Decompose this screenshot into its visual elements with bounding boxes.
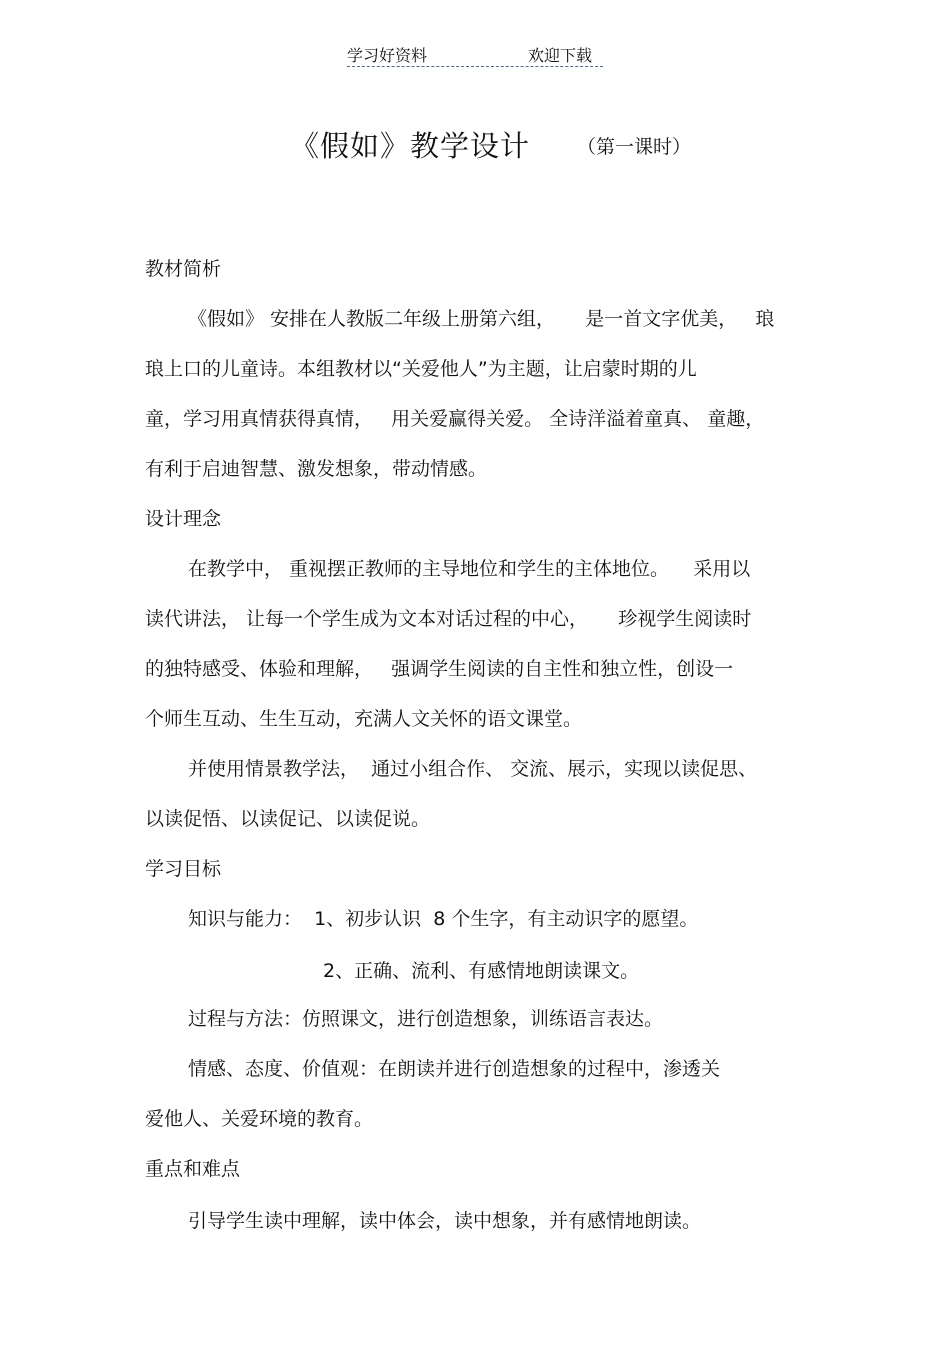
material-line-3: 童，学习用真情获得真情， 用关爱赢得关爱。 全诗洋溢着童真、 童趣， <box>145 408 765 430</box>
goals-line-5: 爱他人、关爱环境的教育。 <box>145 1108 374 1130</box>
section-heading-keypoints: 重点和难点 <box>145 1158 241 1180</box>
material-line-2: 琅上口的儿童诗。本组教材以“关爱他人”为主题，让启蒙时期的儿 <box>145 358 697 380</box>
section-heading-concept: 设计理念 <box>145 508 222 530</box>
concept-line-1: 在教学中， 重视摆正教师的主导地位和学生的主体地位。 采用以 <box>188 558 751 580</box>
goals-line-2: 2、正确、流利、有感情地朗读课文。 <box>323 960 640 982</box>
header-right-text: 欢迎下载 <box>528 46 593 65</box>
keypoints-line-1: 引导学生读中理解，读中体会，读中想象，并有感情地朗读。 <box>188 1210 702 1232</box>
page-header <box>347 40 603 67</box>
concept-line-4: 个师生互动、生生互动，充满人文关怀的语文课堂。 <box>145 708 583 730</box>
concept-line-2: 读代讲法， 让每一个学生成为文本对话过程的中心， 珍视学生阅读时 <box>145 608 752 630</box>
concept-line-6: 以读促悟、以读促记、以读促说。 <box>145 808 431 830</box>
section-heading-material: 教材简析 <box>145 258 222 280</box>
goals-line-4: 情感、态度、价值观：在朗读并进行创造想象的过程中，渗透关 <box>188 1058 721 1080</box>
material-line-1: 《假如》 安排在人教版二年级上册第六组， 是一首文字优美， 琅 <box>188 308 775 330</box>
concept-line-5: 并使用情景教学法， 通过小组合作、 交流、展示，实现以读促思、 <box>188 758 758 780</box>
header-left-text: 学习好资料 <box>347 46 428 65</box>
material-line-4: 有利于启迪智慧、激发想象，带动情感。 <box>145 458 488 480</box>
concept-line-3: 的独特感受、体验和理解， 强调学生阅读的自主性和独立性，创设一 <box>145 658 734 680</box>
goals-line-1: 知识与能力： 1、初步认识 8 个生字，有主动识字的愿望。 <box>188 908 699 930</box>
goals-line-3: 过程与方法：仿照课文，进行创造想象，训练语言表达。 <box>188 1008 664 1030</box>
document-title: 《假如》教学设计 <box>290 129 531 163</box>
section-heading-goals: 学习目标 <box>145 858 222 880</box>
document-subtitle: （第一课时） <box>577 136 692 158</box>
